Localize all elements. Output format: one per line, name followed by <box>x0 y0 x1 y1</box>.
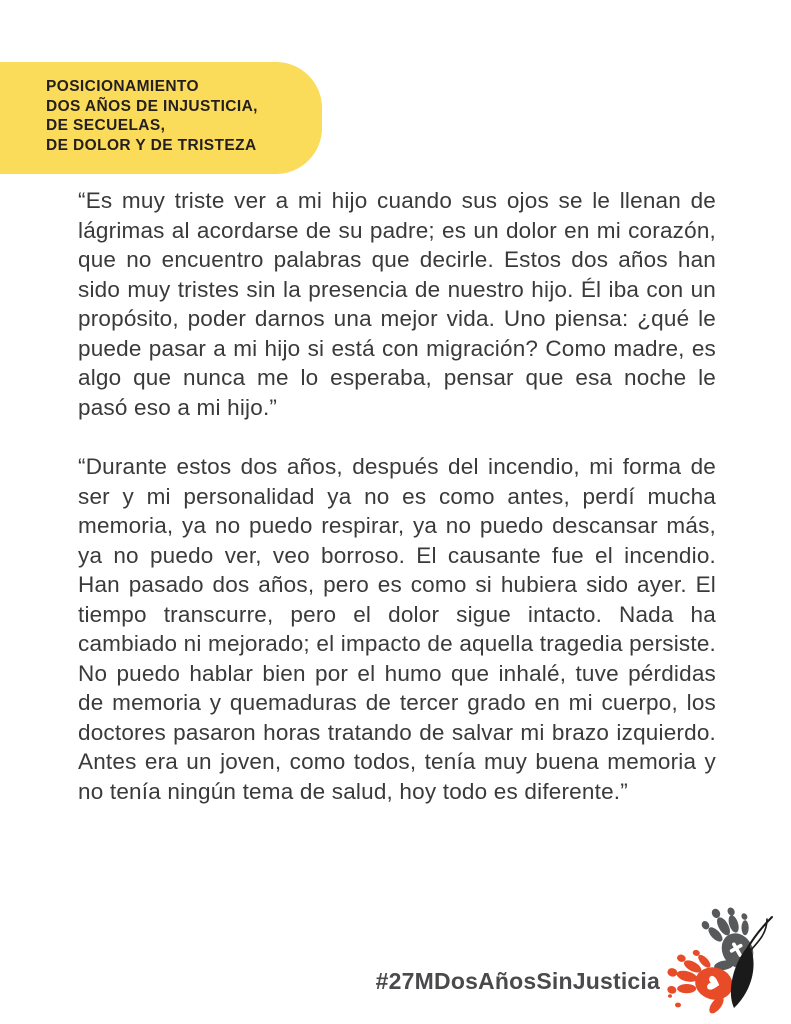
testimony-text-block <box>78 186 716 836</box>
handprints-quill-icon <box>640 895 791 1024</box>
badge-line-4: DE DOLOR Y DE TRISTEZA <box>46 136 257 154</box>
campaign-hashtag: #27MDosAñosSinJusticia <box>375 968 660 994</box>
badge-line-1: POSICIONAMIENTO <box>46 78 199 95</box>
badge-line-3: DE SECUELAS, <box>46 117 166 134</box>
testimony-paragraph-2: “Durante estos dos años, después del incendio, mi forma de ser y mi personalidad ya no es como antes, perdí mucha memoria, ya no puedo respirar, ya no puedo descansar más, ya no puedo ver, veo borroso. El causante fue el incendio. Han pasado dos años, pero es como si hubiera sido ayer. El tiempo transcurre, pero el dolor sigue intacto. Nada ha cambiado ni mejorado; el impacto de aquella tragedia persiste. No puedo hablar bien por el humo que inhalé, tuve pérdidas de memoria y quemaduras de tercer grado en mi cuerpo, los doctores pasaron horas tratando de salvar mi brazo izquierdo. Antes era un joven, como todos, tenía muy buena memoria y no tenía ningún tema de salud, hoy todo es diferente.” <box>78 454 716 804</box>
title-badge <box>0 62 322 174</box>
orange-speckles-icon <box>668 994 681 1007</box>
testimony-paragraph-1: “Es muy triste ver a mi hijo cuando sus ojos se le llenan de lágrimas al acordarse de su padre; es un dolor en mi corazón, que no encuentro palabras que decirle. Estos dos años han sido muy tristes sin la presencia de nuestro hijo. Él iba con un propósito, poder darnos una mejor vida. Uno piensa: ¿qué le puede pasar a mi hijo si está con migración? Como madre, es algo que nunca me lo esperaba, pensar que esa noche le pasó eso a mi hijo.” <box>78 188 716 420</box>
badge-line-2: DOS AÑOS DE INJUSTICIA, <box>46 97 258 115</box>
